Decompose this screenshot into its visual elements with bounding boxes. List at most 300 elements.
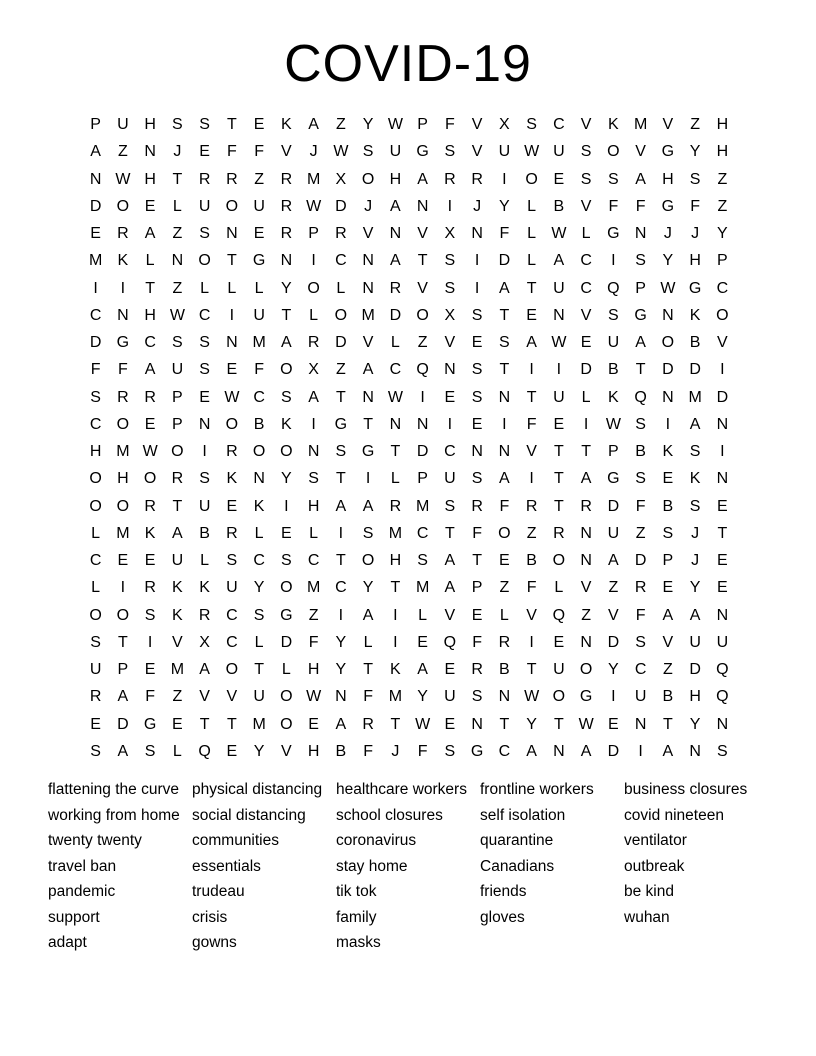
grid-letter: Q: [552, 606, 566, 624]
grid-letter: M: [252, 715, 266, 733]
grid-letter: O: [225, 661, 239, 678]
grid-letter: O: [361, 552, 375, 569]
grid-letter: T: [444, 524, 455, 542]
grid-letter: L: [581, 388, 591, 406]
grid-row: [82, 220, 738, 247]
grid-letter: A: [689, 415, 701, 433]
grid-letter: Z: [335, 116, 346, 133]
grid-letter: N: [580, 633, 592, 651]
grid-letter: Y: [335, 661, 347, 678]
grid-letter: G: [280, 606, 293, 624]
grid-letter: J: [663, 225, 672, 242]
word-item: working from home: [48, 806, 180, 824]
grid-letter: E: [471, 606, 483, 624]
grid-letter: Y: [335, 633, 347, 651]
grid-letter: V: [417, 279, 428, 297]
grid-letter: K: [281, 415, 292, 433]
grid-letter: K: [172, 579, 183, 597]
grid-letter: R: [280, 170, 293, 188]
grid-letter: Z: [117, 143, 128, 161]
grid-letter: U: [253, 306, 265, 324]
grid-letter: I: [393, 633, 398, 651]
word-item: twenty twenty: [48, 832, 142, 849]
grid-letter: C: [716, 279, 729, 297]
grid-letter: I: [529, 470, 534, 488]
grid-letter: T: [226, 715, 237, 733]
word-item: coronavirus: [336, 832, 417, 849]
grid-letter: T: [553, 497, 564, 515]
grid-letter: F: [145, 688, 156, 706]
grid-letter: L: [309, 524, 319, 542]
word-item: be kind: [624, 883, 674, 900]
word-item: masks: [336, 934, 381, 951]
grid-letter: K: [662, 443, 674, 460]
grid-letter: A: [417, 661, 428, 678]
grid-letter: W: [169, 306, 185, 324]
grid-letter: K: [689, 306, 701, 324]
grid-row: [82, 574, 738, 601]
grid-letter: Z: [417, 334, 428, 351]
grid-letter: N: [226, 334, 238, 351]
grid-letter: M: [306, 579, 321, 597]
grid-letter: N: [307, 443, 320, 460]
grid-letter: E: [444, 661, 456, 678]
grid-letter: B: [335, 742, 347, 760]
grid-letter: Z: [581, 606, 592, 624]
grid-letter: Z: [335, 361, 346, 379]
grid-letter: O: [116, 497, 130, 515]
grid-letter: S: [444, 742, 456, 760]
grid-letter: A: [526, 334, 537, 351]
grid-letter: O: [89, 470, 102, 488]
grid-letter: T: [553, 443, 564, 460]
grid-letter: F: [635, 197, 646, 215]
grid-letter: S: [362, 143, 374, 161]
word-item: outbreak: [624, 857, 685, 875]
grid-letter: E: [553, 415, 565, 433]
word-column: [192, 777, 336, 956]
grid-letter: R: [117, 225, 129, 242]
grid-letter: S: [308, 470, 319, 488]
grid-letter: U: [498, 143, 511, 161]
grid-row: [82, 738, 738, 765]
grid-letter: A: [662, 606, 674, 624]
grid-letter: I: [229, 306, 235, 324]
grid-letter: R: [389, 497, 402, 515]
grid-letter: Y: [362, 579, 374, 597]
grid-letter: P: [471, 579, 483, 597]
grid-letter: J: [691, 524, 700, 542]
grid-letter: I: [502, 170, 507, 188]
grid-letter: W: [605, 415, 621, 433]
page-title: COVID-19: [284, 35, 532, 93]
grid-letter: Z: [690, 116, 701, 133]
grid-letter: W: [224, 388, 240, 406]
grid-letter: H: [716, 116, 729, 133]
grid-letter: R: [362, 715, 374, 733]
word-column: [624, 777, 768, 956]
grid-letter: C: [253, 388, 265, 406]
grid-letter: C: [89, 306, 102, 324]
grid-letter: O: [280, 715, 293, 733]
grid-letter: N: [335, 688, 347, 706]
grid-letter: I: [311, 252, 316, 270]
grid-letter: N: [471, 715, 483, 733]
grid-letter: L: [145, 252, 155, 270]
grid-letter: V: [580, 116, 592, 133]
grid-letter: N: [580, 524, 592, 542]
grid-letter: S: [199, 470, 210, 488]
grid-letter: K: [689, 470, 701, 488]
grid-letter: A: [444, 579, 456, 597]
grid-letter: I: [311, 415, 316, 433]
grid-letter: L: [281, 661, 291, 678]
grid-letter: N: [144, 143, 156, 161]
grid-letter: G: [143, 715, 157, 733]
grid-letter: T: [526, 279, 537, 297]
grid-letter: U: [171, 361, 184, 379]
grid-letter: V: [417, 225, 428, 242]
grid-letter: C: [498, 742, 511, 760]
grid-letter: S: [226, 552, 238, 569]
grid-letter: S: [471, 306, 483, 324]
grid-letter: A: [362, 606, 374, 624]
grid-letter: E: [199, 388, 210, 406]
grid-letter: J: [364, 197, 373, 215]
grid-letter: H: [389, 170, 402, 188]
grid-letter: M: [88, 252, 103, 270]
grid-row: [82, 520, 738, 547]
grid-letter: L: [527, 252, 537, 270]
grid-letter: Y: [253, 579, 265, 597]
word-column: [480, 777, 624, 956]
grid-letter: L: [309, 306, 319, 324]
grid-letter: V: [444, 334, 456, 351]
grid-letter: R: [553, 524, 565, 542]
grid-letter: I: [474, 279, 480, 297]
grid-letter: T: [363, 415, 374, 433]
grid-letter: Q: [607, 279, 620, 297]
grid-letter: Z: [308, 606, 319, 624]
grid-letter: S: [444, 143, 456, 161]
grid-letter: S: [689, 170, 701, 188]
grid-letter: D: [716, 388, 729, 406]
grid-letter: A: [499, 470, 510, 488]
grid-letter: S: [199, 361, 210, 379]
grid-letter: E: [144, 661, 156, 678]
grid-letter: U: [253, 197, 265, 215]
grid-letter: B: [635, 443, 646, 460]
grid-letter: T: [390, 715, 401, 733]
grid-letter: A: [608, 552, 619, 569]
grid-letter: W: [115, 170, 131, 188]
grid-letter: N: [117, 306, 129, 324]
grid-letter: R: [389, 279, 402, 297]
grid-letter: P: [717, 252, 728, 270]
grid-letter: E: [553, 170, 565, 188]
grid-letter: H: [307, 497, 320, 515]
grid-letter: T: [717, 524, 728, 542]
grid-letter: E: [417, 633, 428, 651]
grid-letter: X: [499, 116, 510, 133]
grid-letter: N: [389, 225, 402, 242]
grid-letter: H: [89, 443, 102, 460]
grid-letter: P: [417, 470, 428, 488]
grid-letter: G: [416, 143, 429, 161]
grid-letter: M: [633, 116, 648, 133]
grid-letter: R: [471, 661, 483, 678]
grid-letter: O: [661, 334, 675, 351]
grid-letter: C: [634, 661, 647, 678]
grid-letter: S: [417, 552, 428, 569]
grid-letter: R: [498, 633, 511, 651]
grid-letter: U: [226, 579, 238, 597]
grid-letter: J: [691, 225, 700, 242]
grid-letter: I: [338, 606, 344, 624]
grid-letter: L: [527, 225, 537, 242]
grid-letter: X: [444, 306, 456, 324]
grid-letter: Z: [608, 579, 619, 597]
grid-letter: A: [390, 252, 401, 270]
grid-letter: C: [144, 334, 156, 351]
grid-row: [82, 138, 738, 165]
grid-letter: N: [716, 715, 729, 733]
grid-letter: T: [390, 579, 401, 597]
grid-letter: E: [471, 415, 483, 433]
grid-letter: E: [717, 552, 728, 569]
grid-letter: G: [661, 143, 675, 161]
grid-letter: Y: [253, 742, 265, 760]
grid-letter: G: [334, 415, 348, 433]
grid-letter: W: [387, 388, 403, 406]
grid-letter: U: [117, 116, 129, 133]
grid-letter: I: [447, 415, 453, 433]
grid-letter: L: [581, 225, 591, 242]
grid-letter: U: [553, 661, 565, 678]
word-item: physical distancing: [192, 781, 323, 798]
grid-letter: W: [660, 279, 676, 297]
grid-letter: S: [471, 470, 483, 488]
grid-letter: O: [498, 524, 511, 542]
grid-letter: X: [308, 361, 319, 379]
grid-letter: S: [444, 279, 456, 297]
grid-letter: A: [635, 170, 646, 188]
grid-letter: P: [172, 415, 183, 433]
grid-letter: N: [444, 361, 456, 379]
grid-letter: E: [253, 225, 265, 242]
grid-letter: M: [116, 524, 130, 542]
grid-letter: N: [716, 606, 729, 624]
grid-letter: O: [171, 443, 184, 460]
grid-letter: W: [142, 443, 158, 460]
grid-letter: T: [581, 443, 592, 460]
grid-letter: M: [116, 443, 130, 460]
grid-letter: F: [417, 742, 428, 760]
grid-letter: C: [307, 552, 320, 569]
grid-letter: N: [553, 306, 565, 324]
grid-letter: L: [172, 197, 182, 215]
grid-letter: E: [526, 306, 537, 324]
grid-letter: V: [444, 606, 456, 624]
grid-letter: N: [362, 388, 374, 406]
grid-letter: O: [89, 497, 102, 515]
word-item: tik tok: [336, 883, 377, 900]
grid-row: [82, 193, 738, 220]
grid-letter: E: [444, 388, 456, 406]
grid-letter: A: [526, 742, 537, 760]
grid-letter: R: [144, 579, 156, 597]
grid-letter: H: [689, 252, 701, 270]
grid-letter: Y: [689, 715, 701, 733]
grid-letter: R: [471, 170, 483, 188]
grid-letter: K: [608, 388, 619, 406]
grid-letter: D: [335, 334, 347, 351]
grid-letter: T: [335, 552, 346, 569]
grid-row: [82, 356, 738, 383]
grid-letter: E: [144, 415, 156, 433]
grid-letter: E: [553, 633, 565, 651]
grid-letter: M: [415, 579, 430, 597]
grid-letter: G: [688, 279, 702, 297]
grid-letter: E: [717, 497, 728, 515]
grid-letter: I: [393, 606, 398, 624]
grid-letter: P: [608, 443, 619, 460]
word-item: self isolation: [480, 806, 566, 824]
grid-row: [82, 493, 738, 520]
grid-letter: F: [117, 361, 128, 379]
grid-letter: T: [254, 661, 265, 678]
grid-letter: R: [198, 170, 211, 188]
grid-letter: S: [199, 225, 210, 242]
grid-letter: O: [116, 197, 130, 215]
grid-letter: Z: [172, 688, 183, 706]
grid-letter: T: [226, 252, 237, 270]
grid-letter: D: [335, 197, 347, 215]
grid-letter: V: [172, 633, 183, 651]
grid-letter: O: [116, 606, 130, 624]
grid-letter: L: [499, 606, 509, 624]
grid-row: [82, 629, 738, 656]
grid-letter: A: [362, 497, 374, 515]
grid-letter: I: [556, 361, 562, 379]
grid-letter: R: [144, 497, 156, 515]
grid-letter: S: [608, 170, 619, 188]
grid-letter: B: [253, 415, 265, 433]
grid-letter: P: [308, 225, 319, 242]
grid-letter: S: [199, 334, 210, 351]
grid-letter: Y: [662, 252, 674, 270]
grid-letter: Q: [443, 633, 457, 651]
grid-letter: C: [226, 606, 238, 624]
grid-letter: Y: [689, 143, 701, 161]
grid-letter: H: [117, 470, 129, 488]
grid-letter: O: [607, 143, 620, 161]
grid-letter: E: [117, 552, 129, 569]
grid-row: [82, 465, 738, 492]
grid-letter: I: [583, 415, 589, 433]
grid-letter: S: [172, 334, 183, 351]
grid-letter: V: [526, 606, 537, 624]
grid-letter: N: [416, 197, 429, 215]
grid-letter: J: [473, 197, 482, 215]
grid-letter: N: [253, 470, 265, 488]
grid-letter: H: [144, 116, 156, 133]
grid-letter: C: [89, 415, 102, 433]
grid-letter: S: [90, 742, 101, 760]
grid-letter: S: [635, 415, 646, 433]
grid-letter: U: [198, 197, 211, 215]
grid-letter: L: [363, 633, 373, 651]
grid-letter: W: [551, 334, 567, 351]
grid-letter: E: [144, 197, 156, 215]
grid-letter: E: [199, 143, 210, 161]
grid-letter: P: [662, 552, 674, 569]
grid-row: [82, 247, 738, 274]
grid-letter: H: [662, 170, 674, 188]
grid-letter: F: [472, 524, 483, 542]
grid-letter: T: [335, 388, 346, 406]
grid-letter: T: [199, 715, 210, 733]
grid-letter: F: [635, 497, 646, 515]
grid-letter: I: [611, 688, 616, 706]
grid-letter: G: [252, 252, 266, 270]
grid-letter: B: [662, 497, 674, 515]
grid-letter: G: [361, 443, 375, 460]
grid-letter: F: [526, 579, 537, 597]
grid-letter: O: [280, 688, 293, 706]
grid-letter: S: [144, 742, 156, 760]
grid-letter: A: [689, 606, 701, 624]
grid-letter: H: [307, 742, 320, 760]
grid-letter: P: [172, 388, 183, 406]
grid-letter: E: [608, 715, 619, 733]
grid-letter: Q: [198, 742, 211, 760]
grid-letter: O: [552, 688, 566, 706]
grid-letter: U: [607, 524, 620, 542]
word-item: gowns: [192, 934, 237, 951]
grid-letter: W: [333, 143, 349, 161]
grid-letter: R: [89, 688, 102, 706]
grid-letter: S: [471, 361, 483, 379]
grid-letter: V: [662, 633, 674, 651]
grid-letter: R: [280, 197, 293, 215]
grid-row: [82, 384, 738, 411]
grid-letter: N: [471, 443, 483, 460]
grid-letter: U: [389, 143, 402, 161]
grid-letter: R: [307, 334, 320, 351]
grid-letter: T: [172, 497, 183, 515]
grid-row: [82, 329, 738, 356]
grid-letter: A: [281, 334, 292, 351]
grid-letter: Y: [499, 197, 510, 215]
word-item: pandemic: [48, 883, 116, 900]
grid-letter: R: [280, 225, 293, 242]
grid-letter: F: [499, 225, 510, 242]
grid-letter: E: [90, 715, 101, 733]
grid-letter: N: [171, 252, 184, 270]
grid-letter: R: [117, 388, 129, 406]
grid-letter: G: [607, 225, 620, 242]
grid-letter: E: [580, 334, 592, 351]
grid-letter: U: [634, 688, 647, 706]
grid-letter: K: [226, 470, 238, 488]
grid-letter: I: [365, 470, 371, 488]
grid-row: [82, 411, 738, 438]
word-item: friends: [480, 883, 527, 900]
word-column: [48, 777, 192, 956]
grid-letter: R: [226, 524, 238, 542]
grid-letter: T: [526, 388, 537, 406]
